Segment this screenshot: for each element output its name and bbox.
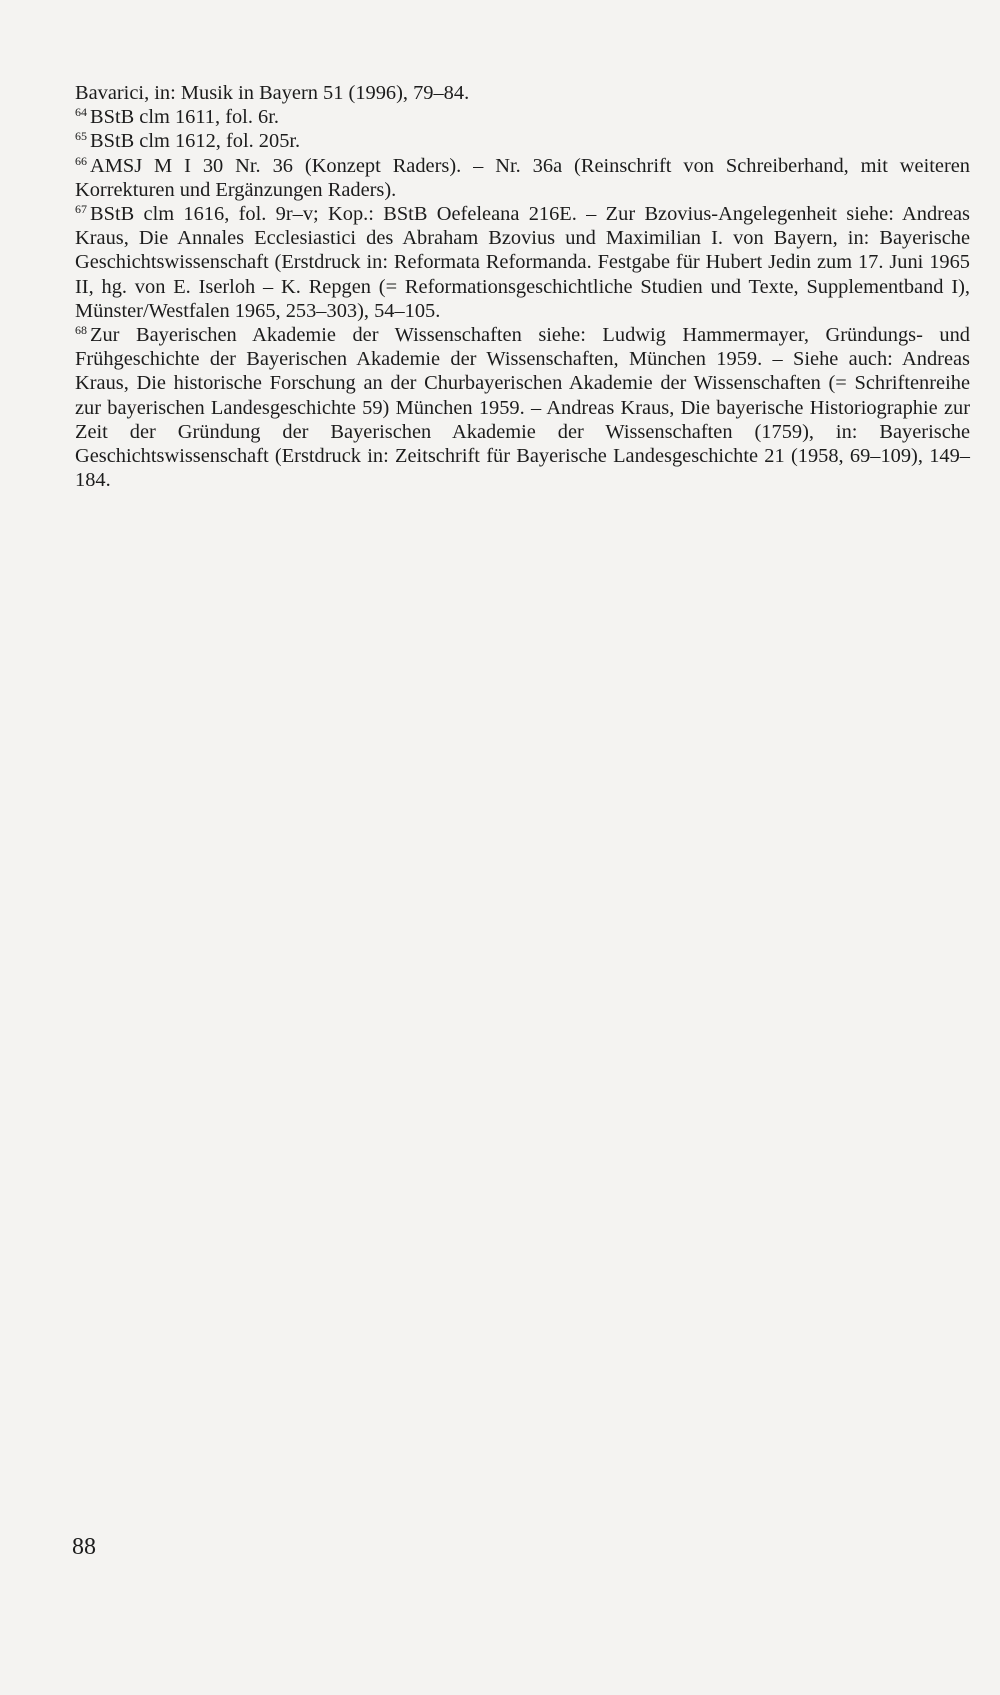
footnote-number: 64 (75, 105, 87, 120)
footnote-text: BStB clm 1611, fol. 6r. (90, 106, 280, 129)
footnote-text: AMSJ M I 30 Nr. 36 (Konzept Raders). – Nr. 36a (Reinschrift von Schreiberhand, mit weiteren Korrekturen und Ergänzungen Raders). (75, 154, 970, 201)
footnote-number: 67 (75, 202, 87, 217)
footnote-text: BStB clm 1616, fol. 9r–v; Kop.: BStB Oefeleana 216E. – Zur Bzovius-Angelegenheit siehe: Andreas Kraus, Die Annales Ecclesiastici des Abraham Bzovius und Maximilian I. von Bayern, in: Bayerische Geschichtswissenschaft (Erstdruck in: Reformata Reformanda. Festgabe für Hubert Jedin zum 17. Juni 1965 II, hg. von E. Iserloh – K. Repgen (= Reformationsgeschichtliche Studien und Texte, Supplementband I), Münster/Westfalen 1965, 253–303), 54–105. (75, 203, 970, 322)
footnote-66 (75, 154, 970, 202)
page-number: 88 (72, 1534, 96, 1560)
footnote-number: 68 (75, 323, 87, 338)
footnotes-block (75, 81, 970, 492)
footnote-68 (75, 323, 970, 492)
footnote-text: Zur Bayerischen Akademie der Wissenschaften siehe: Ludwig Hammermayer, Gründungs- und Frühgeschichte der Bayerischen Akademie der Wissenschaften, München 1959. – Siehe auch: Andreas Kraus, Die historische Forschung an der Churbayerischen Akademie der Wissenschaften (= Schriftenreihe zur bayerischen Landesgeschichte 59) München 1959. – Andreas Kraus, Die bayerische Historiographie zur Zeit der Gründung der Bayerischen Akademie der Wissenschaften (1759), in: Bayerische Geschichtswissenschaft (Erstdruck in: Zeitschrift für Bayerische Landesgeschichte 21 (1958, 69–109), 149–184. (75, 324, 970, 492)
footnote-number: 65 (75, 129, 87, 144)
footnote-67 (75, 202, 970, 323)
footnote-text: Bavarici, in: Musik in Bayern 51 (1996), 79–84. (75, 82, 470, 104)
footnote-text: BStB clm 1612, fol. 205r. (90, 130, 301, 153)
footnote-64 (75, 105, 970, 129)
footnote-65 (75, 129, 970, 153)
footnote-number: 66 (75, 153, 87, 168)
footnote-continuation (75, 81, 970, 105)
